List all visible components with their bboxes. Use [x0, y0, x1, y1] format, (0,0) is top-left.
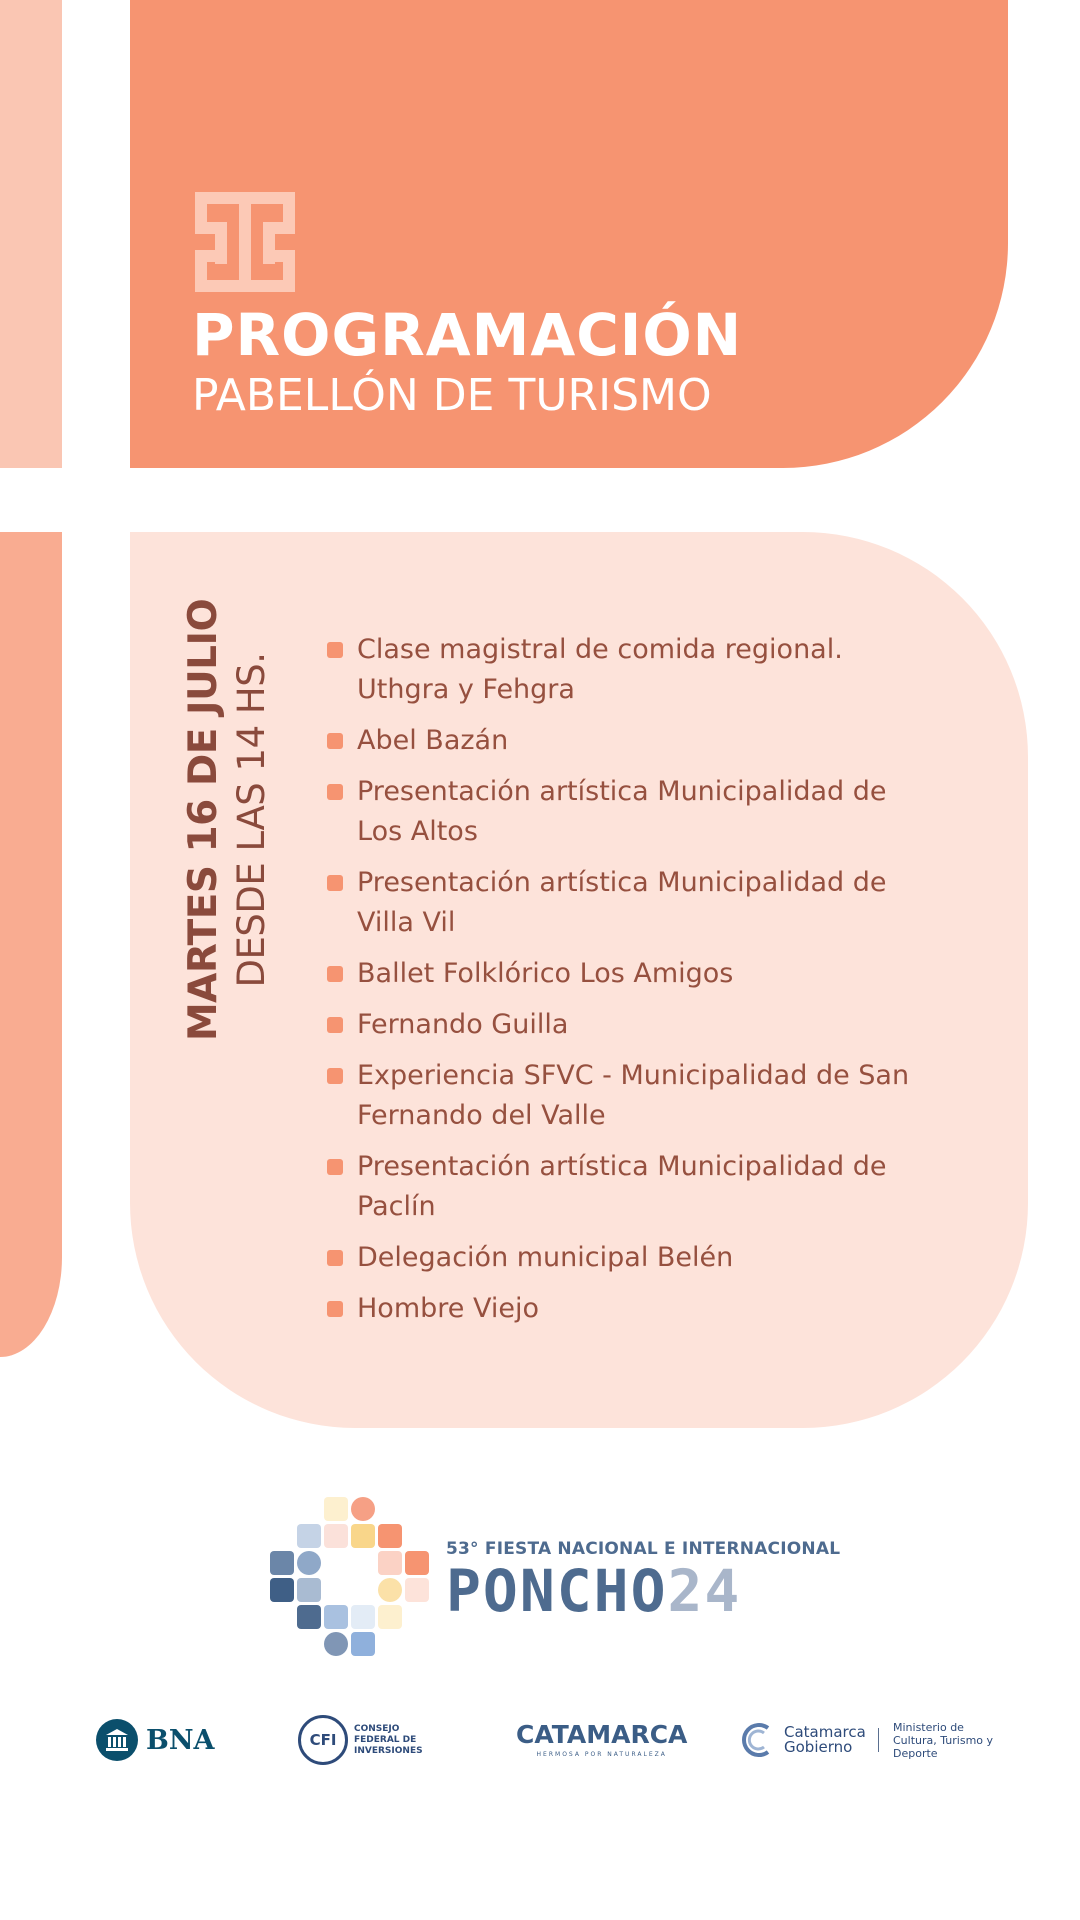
program-list: [323, 630, 923, 1340]
vertical-date-block: [180, 595, 280, 1045]
list-item-text: Ballet Folklórico Los Amigos: [357, 958, 734, 989]
divider: [878, 1728, 879, 1752]
list-item-text: Presentación artística Municipalidad de Paclín: [357, 1151, 887, 1222]
bna-label: BNA: [146, 1724, 215, 1756]
list-item: [323, 954, 923, 994]
ministerio-label: Ministerio de Cultura, Turismo y Deporte: [893, 1720, 994, 1760]
event-word: PONCHO: [446, 1557, 668, 1625]
bullet-icon: [327, 1159, 343, 1175]
list-item: [323, 772, 923, 852]
cfi-logo-icon: [298, 1715, 348, 1765]
bank-icon: [96, 1719, 138, 1761]
gobierno-label: Catamarca Gobierno: [784, 1723, 866, 1756]
list-item: [323, 1147, 923, 1227]
list-item-text: Fernando Guilla: [357, 1009, 569, 1040]
bullet-icon: [327, 784, 343, 800]
decorative-strip-middle: [0, 532, 62, 1357]
cfi-name: CONSEJO FEDERAL DE INVERSIONES: [354, 1723, 423, 1756]
bullet-icon: [327, 733, 343, 749]
page-subtitle: PABELLÓN DE TURISMO: [192, 370, 712, 421]
list-item-text: Delegación municipal Belén: [357, 1242, 734, 1273]
list-item: [323, 721, 923, 761]
list-item: [323, 1056, 923, 1136]
event-date: MARTES 16 DE JULIO: [181, 598, 226, 1042]
list-item: [323, 630, 923, 710]
event-time: DESDE LAS 14 HS.: [230, 652, 273, 988]
catamarca-slogan: HERMOSA POR NATURALEZA: [536, 1751, 667, 1758]
list-item-text: Presentación artística Municipalidad de Villa Vil: [357, 867, 887, 938]
sponsor-gobierno: [738, 1710, 1003, 1770]
sponsor-catamarca: [516, 1710, 687, 1770]
greca-pattern-icon: [195, 192, 295, 292]
list-item-text: Presentación artística Municipalidad de Los Altos: [357, 776, 887, 847]
sponsor-cfi: [298, 1710, 434, 1770]
cfi-abbr: CFI: [309, 1731, 337, 1749]
event-wordmark: [446, 1557, 742, 1625]
event-year: 24: [667, 1557, 742, 1625]
list-item: [323, 1238, 923, 1278]
list-item-text: Hombre Viejo: [357, 1293, 539, 1324]
event-tagline: 53° FIESTA NACIONAL E INTERNACIONAL: [446, 1539, 841, 1559]
bullet-icon: [327, 966, 343, 982]
list-item-text: Abel Bazán: [357, 725, 509, 756]
bullet-icon: [327, 642, 343, 658]
catamarca-label: CATAMARCA: [516, 1720, 688, 1749]
list-item: [323, 1289, 923, 1329]
sponsor-bna: [96, 1710, 214, 1770]
list-item-text: Clase magistral de comida regional. Uthgra y Fehgra: [357, 634, 843, 705]
list-item: [323, 1005, 923, 1045]
gobierno-logo-icon: [738, 1720, 778, 1760]
poncho-mosaic-logo-icon: [268, 1495, 433, 1665]
decorative-strip-top: [0, 0, 62, 468]
bullet-icon: [327, 1017, 343, 1033]
list-item: [323, 863, 923, 943]
bullet-icon: [327, 875, 343, 891]
bullet-icon: [327, 1250, 343, 1266]
page-title: PROGRAMACIÓN: [192, 301, 743, 369]
bullet-icon: [327, 1301, 343, 1317]
bullet-icon: [327, 1068, 343, 1084]
list-item-text: Experiencia SFVC - Municipalidad de San Fernando del Valle: [357, 1060, 910, 1131]
